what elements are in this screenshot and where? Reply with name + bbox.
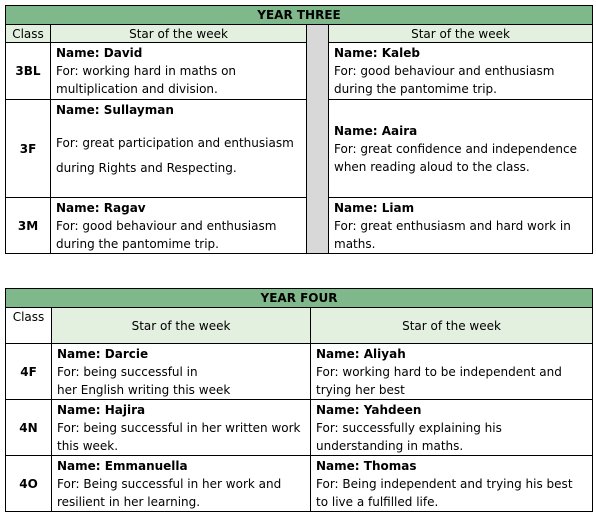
table-row [6, 43, 593, 100]
star-cell [52, 400, 311, 456]
student-name: Name: Emmanuella [57, 459, 188, 473]
table-row [6, 400, 593, 456]
award-reason: For: Being independent and trying his best to live a fulfilled life. [316, 477, 573, 509]
class-label: 3BL [6, 43, 51, 100]
star-column-header-right: Star of the week [311, 308, 593, 344]
student-name: Name: Liam [334, 201, 415, 215]
star-cell [329, 100, 593, 198]
award-reason: For: great confidence and independence when reading aloud to the class. [334, 142, 577, 174]
student-name: Name: David [56, 46, 143, 60]
star-cell [52, 456, 311, 512]
student-name: Name: Ragav [56, 201, 146, 215]
student-name: Name: Thomas [316, 459, 417, 473]
class-column-header: Class [6, 25, 51, 43]
star-column-header-left: Star of the week [51, 25, 307, 43]
column-separator [307, 25, 329, 254]
star-cell [311, 456, 593, 512]
student-name: Name: Aaira [334, 124, 418, 138]
class-label: 4F [6, 344, 52, 400]
star-cell [51, 100, 307, 198]
table-row [6, 100, 593, 198]
award-reason: For: good behaviour and enthusiasm during the pantomime trip. [334, 64, 555, 96]
year-four-table [5, 288, 593, 512]
student-name: Name: Darcie [57, 347, 149, 361]
star-cell [329, 198, 593, 254]
student-name: Name: Hajira [57, 403, 146, 417]
year-three-table [5, 5, 593, 254]
award-reason: For: great participation and enthusiasm during Rights and Respecting. [56, 136, 294, 175]
award-reason: For: being successful in [57, 365, 198, 379]
class-label: 3F [6, 100, 51, 198]
table-row [6, 456, 593, 512]
star-cell [51, 43, 307, 100]
table-row [6, 344, 593, 400]
star-cell [51, 198, 307, 254]
star-cell [311, 344, 593, 400]
class-label: 3M [6, 198, 51, 254]
award-reason-continued: her English writing this week [57, 383, 231, 397]
star-cell [52, 344, 311, 400]
award-reason: For: Being successful in her work and resilient in her learning. [57, 477, 282, 509]
table-row [6, 198, 593, 254]
star-cell [311, 400, 593, 456]
award-reason: For: being successful in her written work this week. [57, 421, 301, 453]
class-column-header: Class [6, 308, 52, 344]
student-name: Name: Sullayman [56, 103, 174, 117]
award-reason: For: successfully explaining his understanding in maths. [316, 421, 502, 453]
award-reason: For: working hard in maths on multiplication and division. [56, 64, 237, 96]
class-label: 4N [6, 400, 52, 456]
year-four-title: YEAR FOUR [6, 289, 593, 308]
award-reason: For: working hard to be independent and trying her best [316, 365, 562, 397]
student-name: Name: Aliyah [316, 347, 406, 361]
star-column-header-right: Star of the week [329, 25, 593, 43]
class-label: 4O [6, 456, 52, 512]
award-reason: For: good behaviour and enthusiasm during the pantomime trip. [56, 219, 277, 251]
year-three-title: YEAR THREE [6, 6, 593, 25]
student-name: Name: Kaleb [334, 46, 420, 60]
student-name: Name: Yahdeen [316, 403, 422, 417]
award-reason: For: great enthusiasm and hard work in maths. [334, 219, 571, 251]
star-cell [329, 43, 593, 100]
star-column-header-left: Star of the week [52, 308, 311, 344]
